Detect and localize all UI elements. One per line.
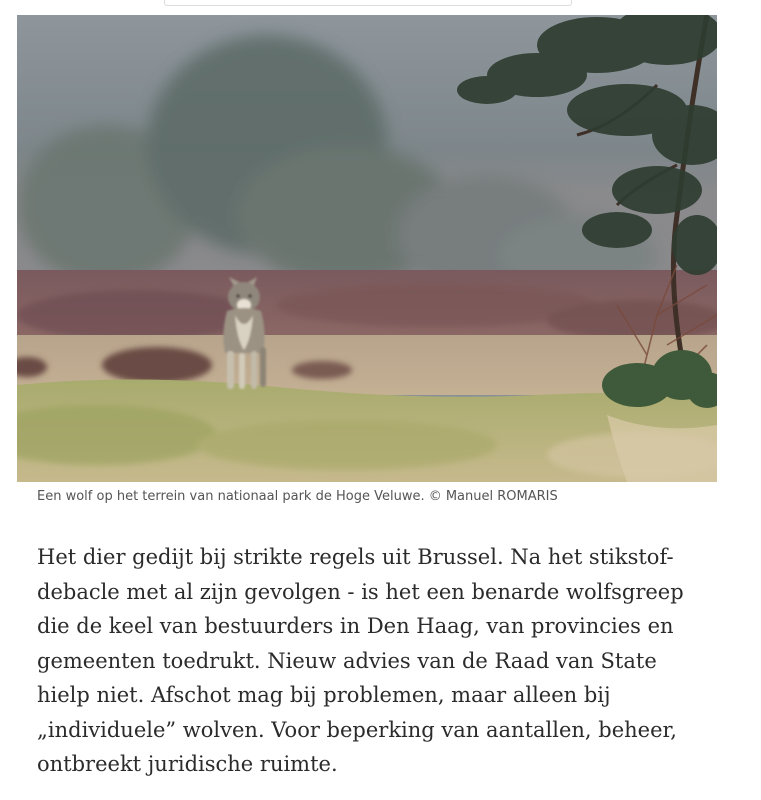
article-paragraph [37,540,737,782]
paragraph-line: debacle met al zijn gevolgen - is het een benarde wolfsgreep [37,579,684,604]
wolf-photo-image [17,15,717,482]
search-bar-edge [164,0,572,6]
paragraph-line: „individuele” wolven. Voor beperking van aantallen, beheer, [37,717,677,742]
paragraph-line: ontbreekt juridische ruimte. [37,752,338,776]
article-photo [17,15,717,482]
paragraph-line: die de keel van bestuurders in Den Haag, van provincies en [37,614,674,638]
paragraph-line: gemeenten toedrukt. Nieuw advies van de Raad van State [37,648,657,673]
paragraph-line: hielp niet. Afschot mag bij problemen, maar alleen bij [37,683,611,707]
photo-caption: Een wolf op het terrein van nationaal park de Hoge Veluwe. © Manuel ROMARIS [37,489,558,504]
paragraph-line: Het dier gedijt bij strikte regels uit Brussel. Na het stikstof- [37,545,674,569]
